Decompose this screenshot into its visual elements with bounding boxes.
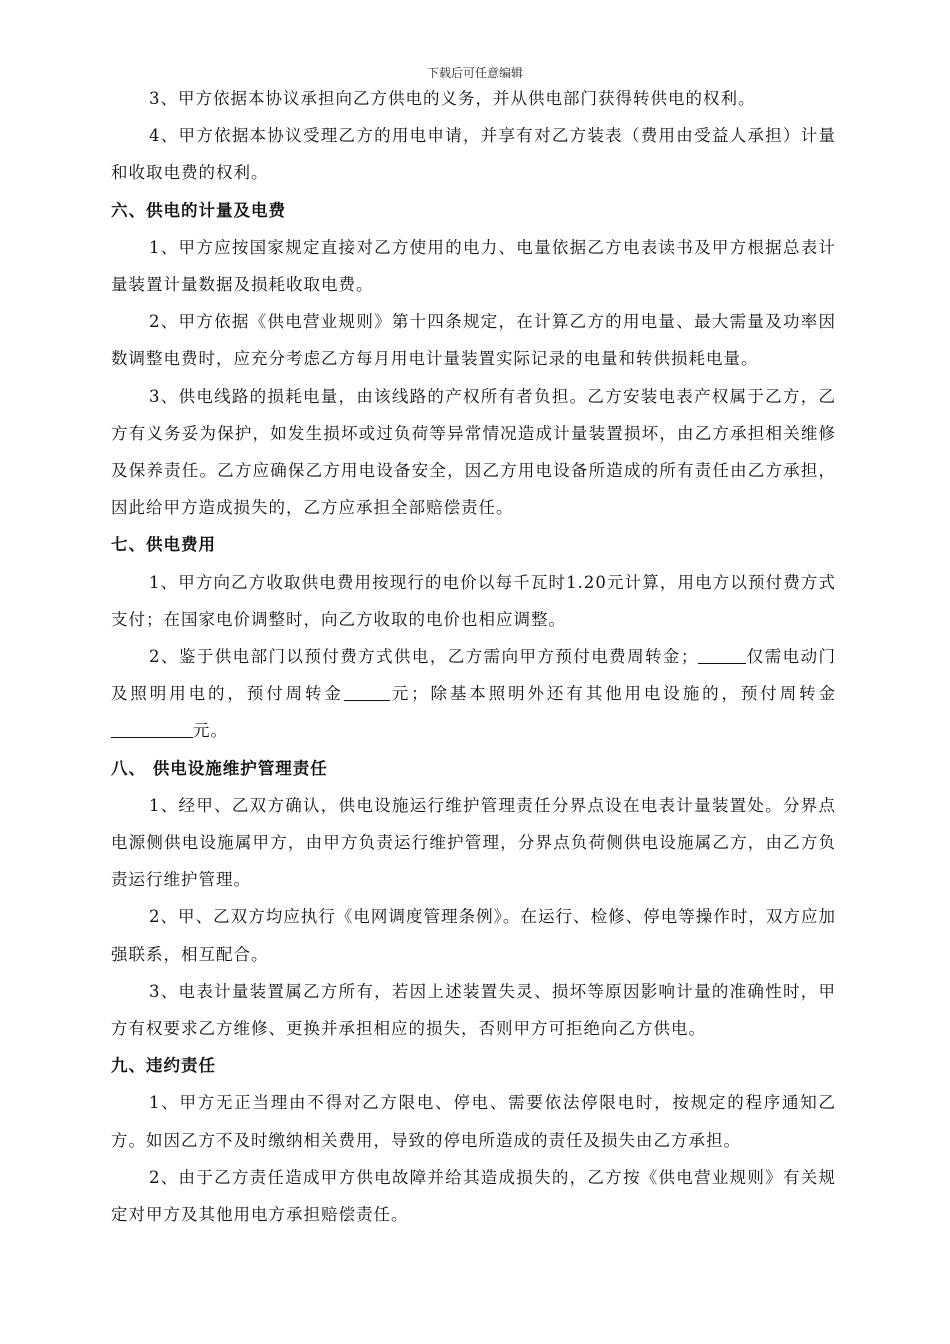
paragraph-5-3: 3、甲方依据本协议承担向乙方供电的义务，并从供电部门获得转供电的权利。	[149, 89, 756, 108]
paragraph-5-4: 4、甲方依据本协议受理乙方的用电申请，并享有对乙方装表（费用由受益人承担）计量和收取电费的权利。	[111, 126, 836, 183]
fill-in-blank[interactable]	[344, 684, 390, 701]
paragraph-8-3: 3、电表计量装置属乙方所有，若因上述装置失灵、损坏等原因影响计量的准确性时，甲方有权要求乙方维修、更换并承担相应的损失，否则甲方可拒绝向乙方供电。	[111, 981, 836, 1039]
section-heading-9: 九、违约责任	[111, 1056, 216, 1076]
paragraph-9-1: 1、甲方无正当理由不得对乙方限电、停电、需要依法停限电时，按规定的程序通知乙方。如因乙方不及时缴纳相关费用，导致的停电所造成的责任及损失由乙方承担。	[111, 1093, 836, 1150]
paragraph-8-2: 2、甲、乙双方均应执行《电网调度管理条例》。在运行、检修、停电等操作时，双方应加强联系，相互配合。	[111, 907, 836, 964]
paragraph-7-1: 1、甲方向乙方收取供电费用按现行的电价以每千瓦时1.20元计算，用电方以预付费方式支付；在国家电价调整时，向乙方收取的电价也相应调整。	[111, 572, 836, 629]
fill-in-blank[interactable]	[698, 647, 746, 664]
document-body	[111, 80, 836, 1233]
section-heading-7: 七、供电费用	[111, 535, 216, 555]
section-heading-8: 八、 供电设施维护管理责任	[111, 758, 328, 778]
paragraph-7-2-part-b: 仅需电动门及照明用电的，预付周转金	[111, 647, 837, 704]
paragraph-7-2-part-a: 2、鉴于供电部门以预付费方式供电，乙方需向甲方预付电费周转金；	[149, 647, 699, 667]
paragraph-7-2-part-c: 元；除基本照明外还有其他用电设施的，预付周转金	[389, 684, 837, 704]
paragraph-7-2	[111, 638, 836, 750]
paragraph-6-1: 1、甲方应按国家规定直接对乙方使用的电力、电量依据乙方电表读书及甲方根据总表计量装置计量数据及损耗收取电费。	[111, 237, 836, 295]
section-heading-6: 六、供电的计量及电费	[111, 200, 286, 220]
paragraph-6-3: 3、供电线路的损耗电量，由该线路的产权所有者负担。乙方安装电表产权属于乙方，乙方有义务妥为保护，如发生损坏或过负荷等异常情况造成计量装置损坏，由乙方承担相关维修及保养责任。乙方应确保乙方用电设备安全，因乙方用电设备所造成的所有责任由乙方承担，因此给甲方造成损失的，乙方应承担全部赔偿责任。	[111, 386, 836, 518]
paragraph-8-1: 1、经甲、乙双方确认，供电设施运行维护管理责任分界点设在电表计量装置处。分界点电源侧供电设施属甲方，由甲方负责运行维护管理，分界点负荷侧供电设施属乙方，由乙方负责运行维护管理。	[111, 795, 836, 890]
fill-in-blank[interactable]	[111, 721, 193, 738]
watermark-text: 下载后可任意编辑	[426, 66, 523, 80]
paragraph-7-2-part-d: 元。	[193, 721, 228, 741]
paragraph-9-2: 2、由于乙方责任造成甲方供电故障并给其造成损失的，乙方按《供电营业规则》有关规定对甲方及其他用电方承担赔偿责任。	[111, 1167, 836, 1225]
paragraph-6-2: 2、甲方依据《供电营业规则》第十四条规定，在计算乙方的用电量、最大需量及功率因数调整电费时，应充分考虑乙方每月用电计量装置实际记录的电量和转供损耗电量。	[111, 312, 836, 369]
